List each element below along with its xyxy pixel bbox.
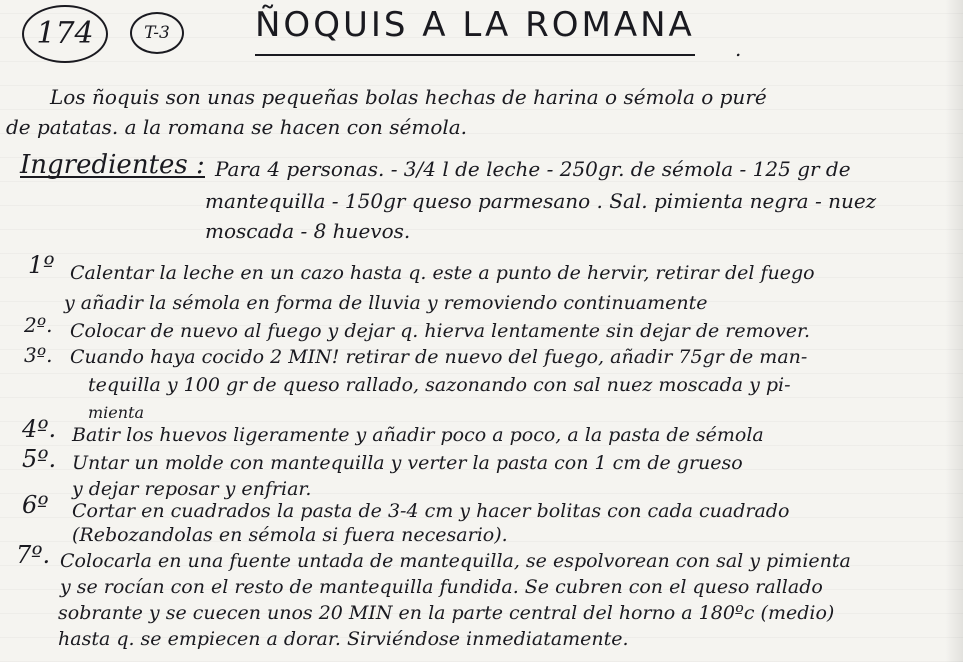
step-7-line-2: y se rocían con el resto de mantequilla fundida. Se cubren con el queso rallado <box>60 576 823 598</box>
recipe-code-circle <box>130 12 184 54</box>
step-3-number: 3º. <box>24 343 53 367</box>
intro-line-2: de patatas. a la romana se hacen con sémola. <box>6 115 468 139</box>
ingredients-label: Ingredientes : <box>20 150 205 180</box>
step-5-line-1: Untar un molde con mantequilla y verter la pasta con 1 cm de grueso <box>72 452 743 474</box>
step-4-line-1: Batir los huevos ligeramente y añadir poco a poco, a la pasta de sémola <box>72 424 764 446</box>
step-3-line-1: Cuando haya cocido 2 MIN! retirar de nuevo del fuego, añadir 75gr de man- <box>70 346 808 368</box>
step-7-line-1: Colocarla en una fuente untada de mantequilla, se espolvorean con sal y pimienta <box>60 550 851 572</box>
step-6-line-1: Cortar en cuadrados la pasta de 3-4 cm y hacer bolitas con cada cuadrado <box>72 500 790 522</box>
step-1-line-2: y añadir la sémola en forma de lluvia y removiendo continuamente <box>64 292 708 314</box>
step-4-number: 4º. <box>22 415 57 443</box>
page-number: 174 <box>36 16 94 51</box>
page-number-circle <box>22 5 108 63</box>
ingredients-line-1: Para 4 personas. - 3/4 l de leche - 250gr. de sémola - 125 gr de <box>215 157 851 181</box>
step-1-number: 1º <box>28 251 55 279</box>
step-2-number: 2º. <box>24 313 53 337</box>
title-underline <box>255 54 695 56</box>
step-1-line-1: Calentar la leche en un cazo hasta q. este a punto de hervir, retirar del fuego <box>70 262 815 284</box>
title-dot: . <box>735 37 742 61</box>
ingredients-line-3: moscada - 8 huevos. <box>205 219 411 243</box>
step-5-line-2: y dejar reposar y enfriar. <box>72 478 312 500</box>
ingredients-line-2: mantequilla - 150gr queso parmesano . Sal. pimienta negra - nuez <box>205 189 877 213</box>
step-7-line-3: sobrante y se cuecen unos 20 MIN en la parte central del horno a 180ºc (medio) <box>58 602 835 624</box>
intro-line-1: Los ñoquis son unas pequeñas bolas hechas de harina o sémola o puré <box>50 85 767 109</box>
step-2-line-1: Colocar de nuevo al fuego y dejar q. hierva lentamente sin dejar de remover. <box>70 320 811 342</box>
step-6-line-2: (Rebozandolas en sémola si fuera necesario). <box>72 524 508 546</box>
step-7-line-4: hasta q. se empiecen a dorar. Sirviéndose inmediatamente. <box>58 628 629 650</box>
recipe-code: T-3 <box>144 23 170 43</box>
page-edge-shadow <box>945 0 963 662</box>
step-6-number: 6º <box>22 491 49 519</box>
step-5-number: 5º. <box>22 445 57 473</box>
step-3-line-2: tequilla y 100 gr de queso rallado, sazonando con sal nuez moscada y pi- <box>88 374 791 396</box>
step-3-line-3: mienta <box>88 403 145 422</box>
recipe-title: ÑOQUIS A LA ROMANA <box>255 5 695 45</box>
step-7-number: 7º. <box>16 541 51 569</box>
